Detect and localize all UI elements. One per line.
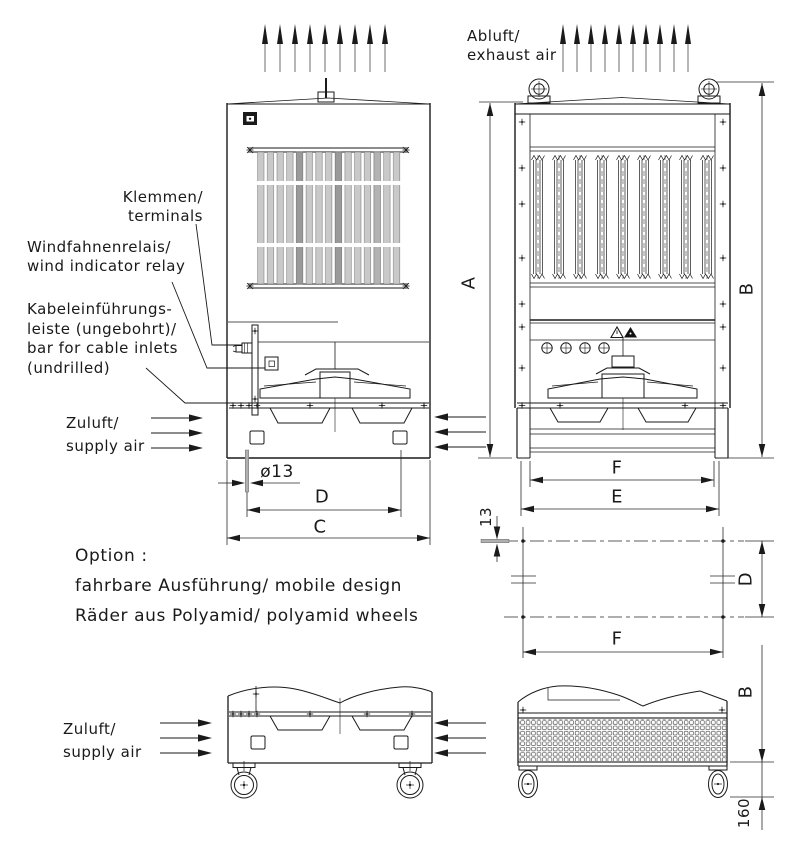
brand-logo	[243, 112, 257, 125]
cable-bar-label	[27, 300, 178, 378]
fan-front	[260, 342, 410, 432]
supply-air-bottom-de: Zuluft/	[63, 720, 116, 738]
caster-wheel-icon	[709, 766, 728, 798]
terminals-label-en: terminals	[128, 207, 203, 225]
cable-bar-label-de2: leiste (ungebohrt)/	[27, 319, 177, 338]
front-view	[227, 78, 430, 492]
supply-air-label-bottom	[63, 718, 142, 764]
cable-bar-label-de1: Kabeleinführungs-	[27, 300, 173, 318]
dim-label-B-mobile: B	[735, 685, 757, 699]
dim-label-F-pattern: F	[611, 628, 623, 650]
exhaust-arrows-front	[262, 24, 388, 72]
mobile-side-view	[518, 686, 728, 798]
hole-pattern-view	[481, 516, 774, 658]
supply-air-top-en: supply air	[66, 437, 145, 455]
caster-wheel-icon	[519, 766, 538, 798]
exhaust-arrows-side	[560, 24, 691, 72]
wind-relay-label-de: Windfahnenrelais/	[27, 238, 171, 256]
dim-label-F: F	[611, 457, 623, 479]
dim-label-E: E	[611, 486, 623, 508]
dim-label-C: C	[313, 516, 327, 538]
option-title: Option :	[75, 546, 148, 566]
supply-air-arrows-bottom-right	[434, 719, 486, 756]
exhaust-air-label-en: exhaust air	[467, 46, 557, 64]
supply-air-arrows-bottom-left	[160, 719, 212, 756]
dim-label-hole-diameter: ø13	[260, 462, 294, 482]
fan-side	[548, 338, 697, 430]
lifting-eye-icon	[698, 79, 720, 103]
side-view	[515, 79, 730, 458]
dim-label-160: 160	[735, 797, 753, 829]
dim-label-D: D	[314, 486, 330, 508]
option-line-polyamid-wheels: Räder aus Polyamid/ polyamid wheels	[75, 606, 419, 626]
dimension-lines	[218, 82, 774, 545]
supply-air-bottom-en: supply air	[63, 743, 142, 761]
terminals-label	[100, 188, 203, 226]
dim-label-13: 13	[477, 506, 495, 528]
dim-label-D-pattern: D	[735, 571, 757, 587]
heater-element-bank	[530, 147, 715, 287]
dim-label-A: A	[458, 276, 480, 290]
cable-bar-label-en1: bar for cable inlets	[27, 339, 178, 357]
supply-air-top-de: Zuluft/	[66, 414, 119, 432]
warning-triangle-icon	[611, 327, 637, 338]
heater-element-grid	[247, 147, 410, 289]
cable-inlet-bar	[252, 325, 258, 415]
caster-wheel-icon	[231, 761, 257, 798]
supply-air-label-top	[66, 412, 145, 458]
wind-relay-connector	[233, 343, 252, 353]
exhaust-air-label	[467, 27, 557, 65]
wind-relay-label	[27, 238, 185, 276]
supply-air-arrows-top-left	[151, 414, 203, 451]
supply-air-arrows-top-right	[434, 413, 486, 450]
terminals-label-de: Klemmen/	[122, 188, 203, 206]
mobile-front-view	[228, 686, 432, 798]
exhaust-air-label-de: Abluft/	[467, 27, 520, 45]
cable-gland-icons	[542, 343, 609, 353]
option-line-mobile-design: fahrbare Ausführung/ mobile design	[75, 576, 402, 596]
lifting-eye-icon	[528, 79, 550, 103]
dim-label-B: B	[736, 282, 758, 296]
cable-bar-label-en2: (undrilled)	[27, 358, 111, 377]
wind-relay-label-en: wind indicator relay	[27, 257, 186, 275]
caster-wheel-icon	[397, 761, 423, 798]
terminal-box	[265, 357, 278, 370]
